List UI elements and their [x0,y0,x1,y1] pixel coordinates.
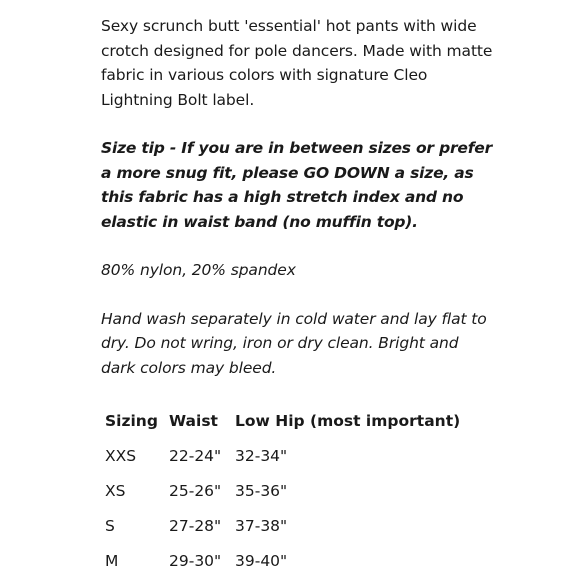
size-chart-header-row [99,404,460,438]
size-cell: XS [105,481,126,500]
waist-cell: 27-28" [169,516,222,535]
material-text: 80% nylon, 20% spandex [101,261,296,279]
low-hip-cell: 32-34" [235,446,288,465]
waist-cell: 29-30" [169,551,222,570]
size-tip-text: Size tip - If you are in between sizes or prefer a more snug fit, please GO DOWN a size, as this fabric has a high stretch index and no elastic in waist band (no muffin top). [101,139,493,231]
table-row [99,543,460,578]
header-low-hip: Low Hip (most important) [235,412,461,430]
header-sizing: Sizing [105,412,158,430]
low-hip-cell: 37-38" [235,516,288,535]
header-waist: Waist [169,412,218,430]
product-description [101,14,496,380]
low-hip-cell: 39-40" [235,551,288,570]
low-hip-cell: 35-36" [235,481,288,500]
care-instructions-text: Hand wash separately in cold water and lay flat to dry. Do not wring, iron or dry clean. Bright and dark colors may bleed. [101,309,487,377]
size-cell: XXS [105,446,137,465]
size-cell: M [105,551,119,570]
table-row [99,473,460,508]
waist-cell: 22-24" [169,446,222,465]
size-cell: S [105,516,115,535]
size-chart-table [99,404,460,578]
waist-cell: 25-26" [169,481,222,500]
description-text: Sexy scrunch butt 'essential' hot pants with wide crotch designed for pole dancers. Made with matte fabric in various colors with signature Cleo Lightning Bolt label. [101,17,493,109]
table-row [99,508,460,543]
table-row [99,438,460,473]
